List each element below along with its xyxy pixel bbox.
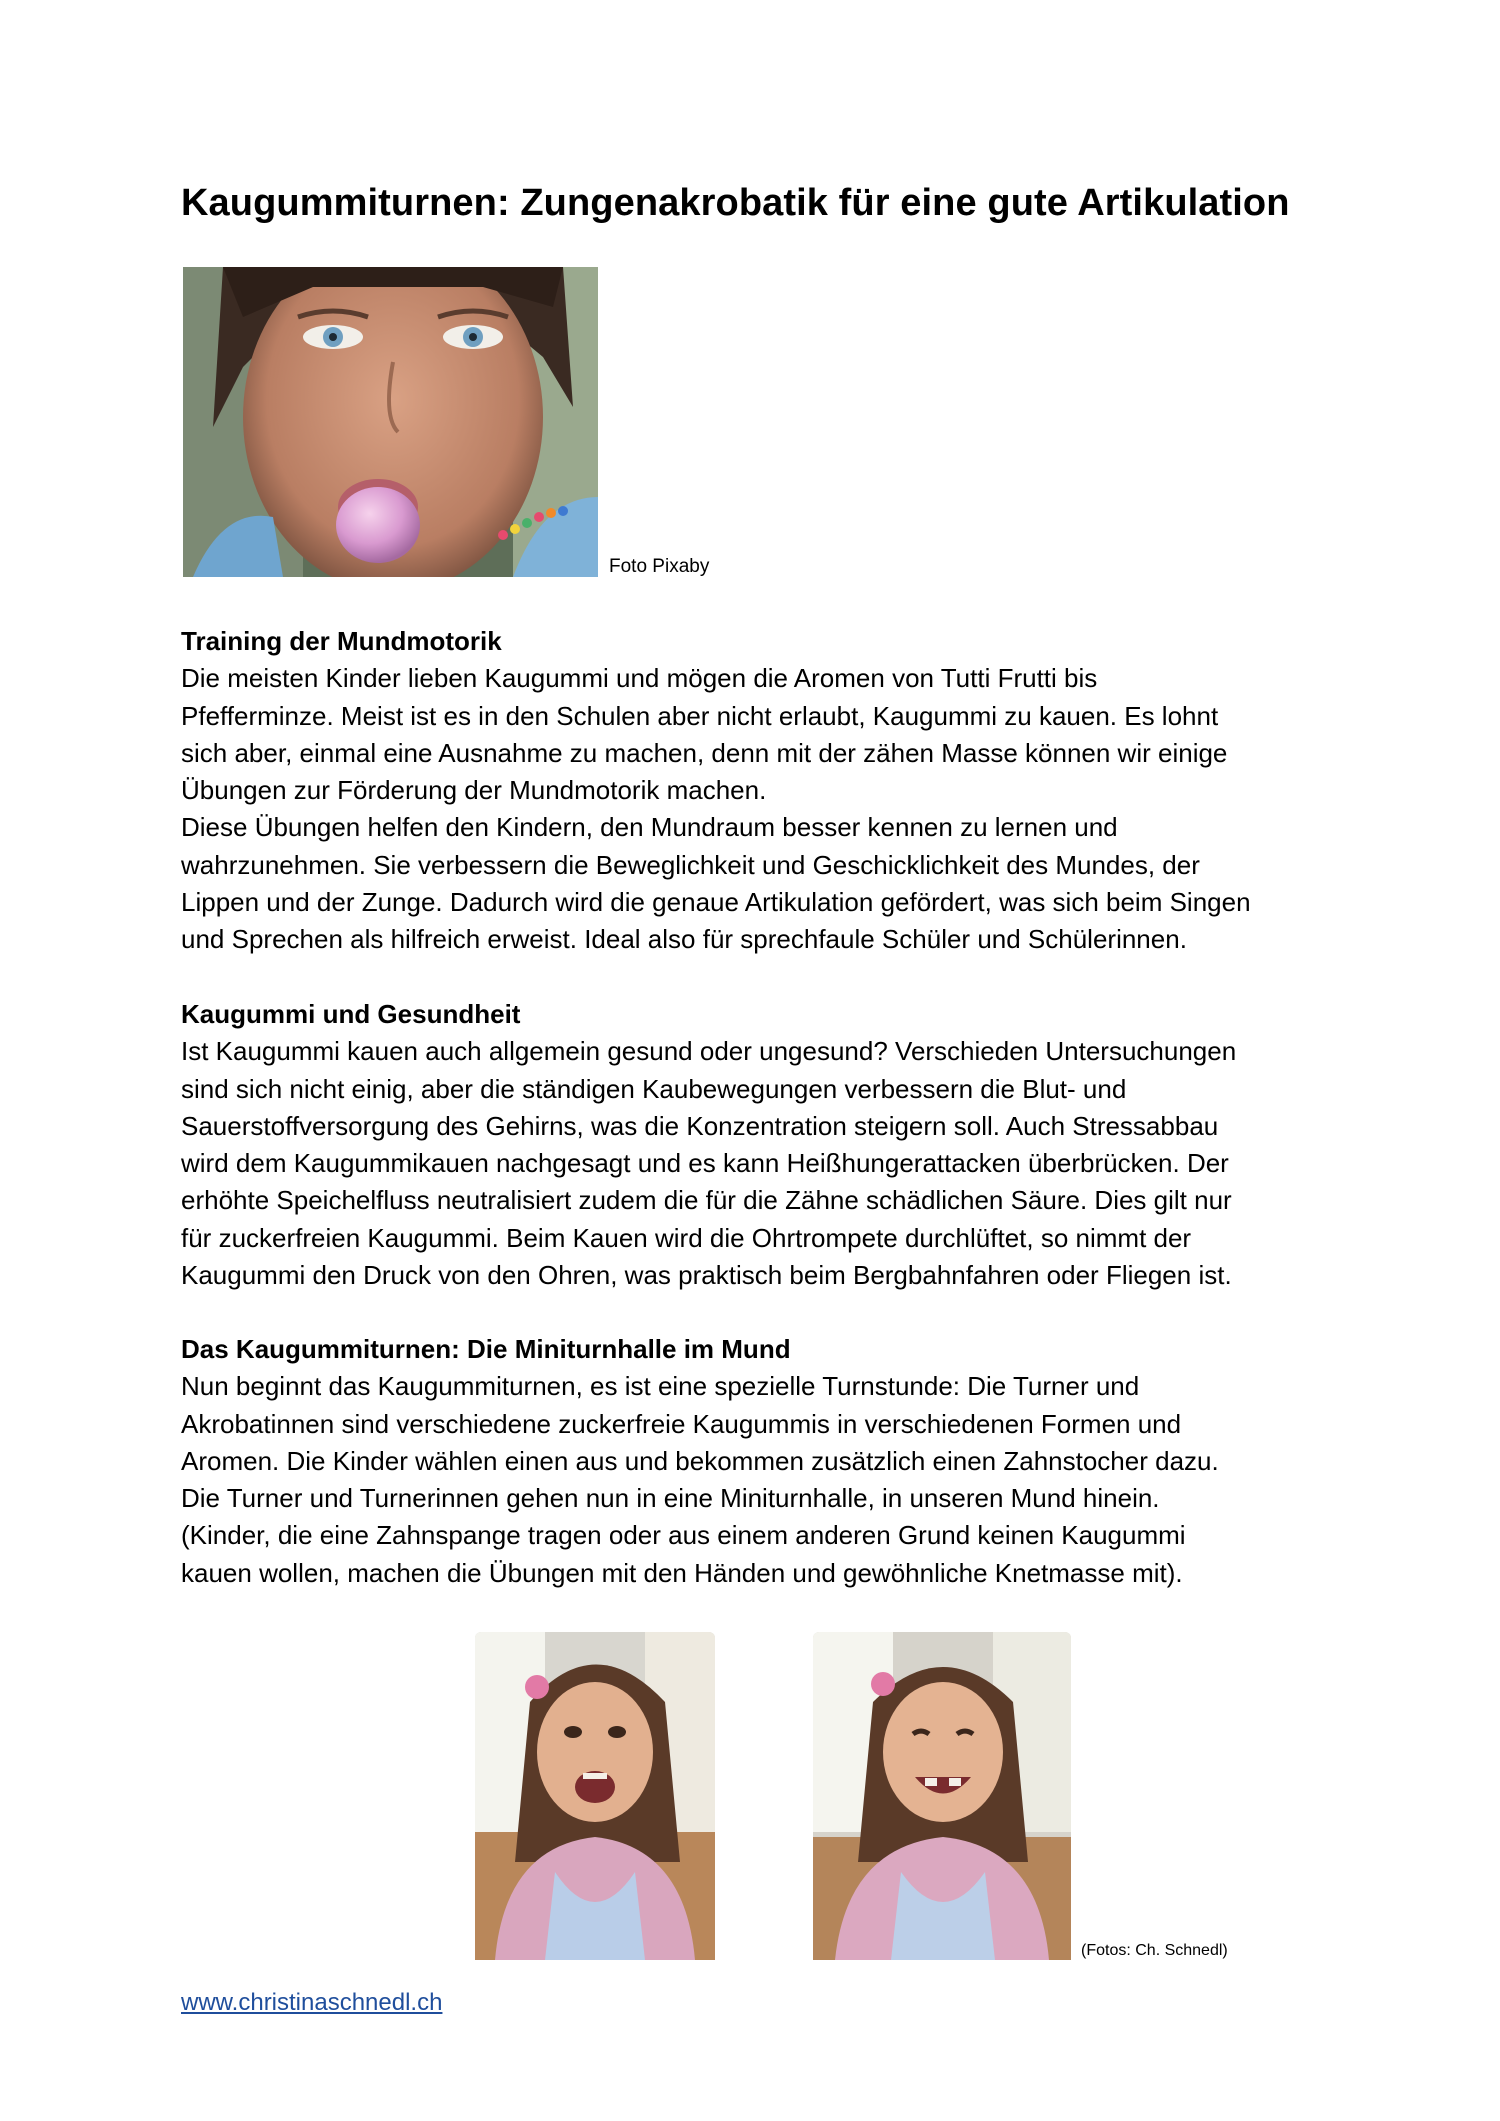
paragraph-line: und Sprechen als hilfreich erweist. Ideal also für sprechfaule Schüler und Schülerinnen. [181,924,1187,955]
paragraph-line: kauen wollen, machen die Übungen mit den Händen und gewöhnliche Knetmasse mit). [181,1557,1183,1588]
paragraph-line: Kaugummi den Druck von den Ohren, was praktisch beim Bergbahnfahren oder Fliegen ist. [181,1260,1232,1291]
section-training [181,623,1341,959]
paragraph-line: Nun beginnt das Kaugummiturnen, es ist eine spezielle Turnstunde: Die Turner und [181,1371,1140,1402]
section-heading: Das Kaugummiturnen: Die Miniturnhalle im Mund [181,1334,791,1364]
page-title: Kaugummiturnen: Zungenakrobatik für eine gute Artikulation [181,182,1290,224]
paragraph-line: erhöhte Speichelfluss neutralisiert zudem die für die Zähne schädlichen Säure. Dies gilt nur [181,1185,1232,1216]
section-heading: Training der Mundmotorik [181,626,502,656]
paragraph-line: Die Turner und Turnerinnen gehen nun in eine Miniturnhalle, in unseren Mund hinein. [181,1483,1160,1514]
section-heading: Kaugummi und Gesundheit [181,999,521,1029]
paragraph-line: (Kinder, die eine Zahnspange tragen oder aus einem anderen Grund keinen Kaugummi [181,1520,1186,1551]
paragraph-line: für zuckerfreien Kaugummi. Beim Kauen wird die Ohrtrompete durchlüftet, so nimmt der [181,1222,1192,1253]
paragraph-line: sind sich nicht einig, aber die ständigen Kaubewegungen verbessern die Blut- und [181,1073,1127,1104]
section-health [181,996,1341,1294]
website-link[interactable]: www.christinaschnedl.ch [181,1989,443,2016]
paragraph-line: Die meisten Kinder lieben Kaugummi und mögen die Aromen von Tutti Frutti bis [181,663,1098,694]
girl-smiling-photo [813,1632,1071,1960]
paragraph-line: sich aber, einmal eine Ausnahme zu machen, denn mit der zähen Masse können wir einige [181,737,1228,768]
paragraph-line: Aromen. Die Kinder wählen einen aus und bekommen zusätzlich einen Zahnstocher dazu. [181,1445,1219,1476]
paragraph-line: Lippen und der Zunge. Dadurch wird die genaue Artikulation gefördert, was sich beim Singen [181,887,1251,918]
paragraph-line: Ist Kaugummi kauen auch allgemein gesund oder ungesund? Verschieden Untersuchungen [181,1036,1237,1067]
paragraph-line: Akrobatinnen sind verschiedene zuckerfreie Kaugummis in verschiedenen Formen und [181,1408,1182,1439]
paragraph-line: Übungen zur Förderung der Mundmotorik machen. [181,775,767,806]
girl-blowing-bubblegum-photo [183,267,598,577]
paragraph-line: wird dem Kaugummikauen nachgesagt und es kann Heißhungerattacken überbrücken. Der [181,1148,1229,1179]
paragraph-line: Diese Übungen helfen den Kindern, den Mundraum besser kennen zu lernen und [181,812,1118,843]
paragraph-line: Pfefferminze. Meist ist es in den Schulen aber nicht erlaubt, Kaugummi zu kauen. Es lohnt [181,700,1219,731]
paragraph-line: Sauerstoffversorgung des Gehirns, was die Konzentration steigern soll. Auch Stressabbau [181,1110,1219,1141]
section-minigym [181,1331,1341,1592]
kids-photos-caption: (Fotos: Ch. Schnedl) [1081,1942,1228,1959]
girl-mouth-open-photo [475,1632,715,1960]
paragraph-line: wahrzunehmen. Sie verbessern die Beweglichkeit und Geschicklichkeit des Mundes, der [181,849,1200,880]
hero-photo-caption: Foto Pixaby [609,556,710,577]
